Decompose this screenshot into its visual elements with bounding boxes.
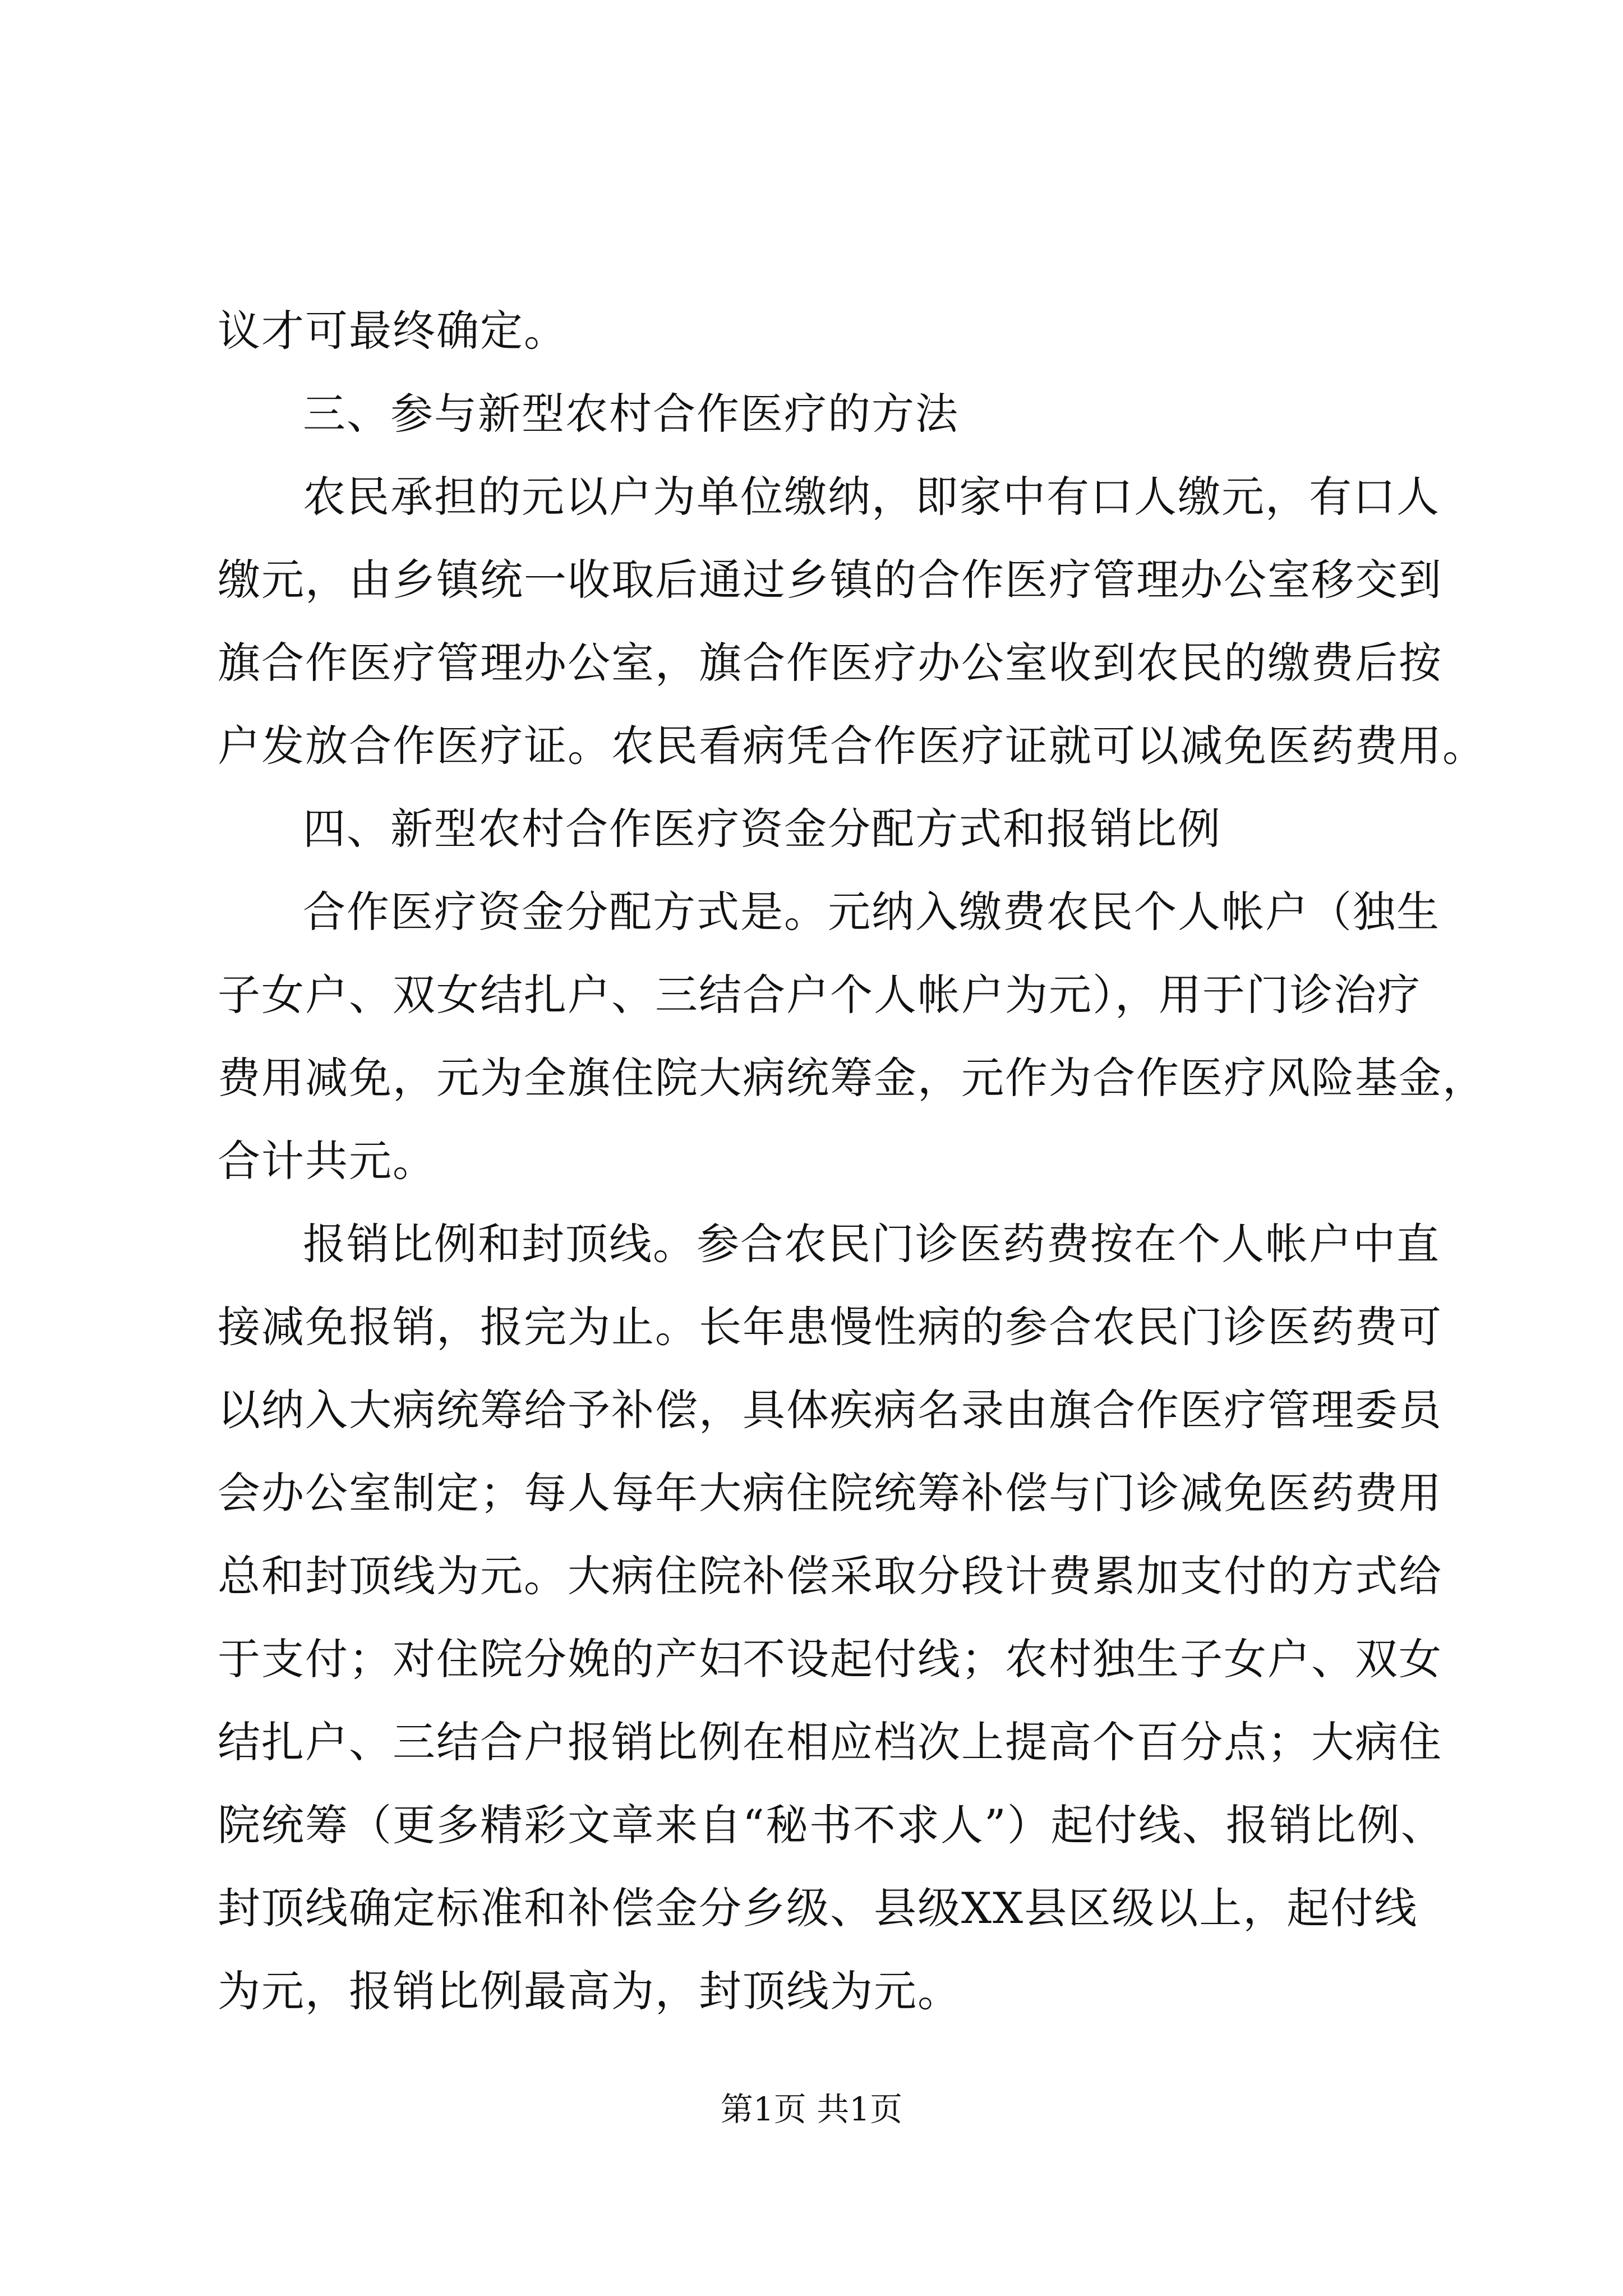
section-heading-4: 四、新型农村合作医疗资金分配方式和报销比例 [303, 804, 1221, 854]
page-number-footer: 第1页 共1页 [720, 2090, 903, 2128]
text-line: 封顶线确定标准和补偿金分乡级、县级XX县区级以上，起付线 [218, 1883, 1418, 1933]
text-line: 总和封顶线为元。大病住院补偿采取分段计费累加支付的方式给 [218, 1551, 1442, 1601]
text-line: 旗合作医疗管理办公室，旗合作医疗办公室收到农民的缴费后按 [218, 638, 1442, 688]
text-line: 为元，报销比例最高为，封顶线为元。 [218, 1966, 961, 2016]
text-line: 农民承担的元以户为单位缴纳，即家中有口人缴元，有口人 [303, 472, 1440, 522]
text-line: 于支付；对住院分娩的产妇不设起付线；农村独生子女户、双女 [218, 1634, 1442, 1684]
text-line: 议才可最终确定。 [218, 306, 568, 356]
text-line: 报销比例和封顶线。参合农民门诊医药费按在个人帐户中直 [303, 1219, 1440, 1269]
text-line: 接减免报销，报完为止。长年患慢性病的参合农民门诊医药费可 [218, 1302, 1442, 1352]
text-line: 以纳入大病统筹给予补偿，具体疾病名录由旗合作医疗管理委员 [218, 1385, 1442, 1435]
text-line: 子女户、双女结扎户、三结合户个人帐户为元），用于门诊治疗 [218, 970, 1421, 1020]
text-line: 费用减免，元为全旗住院大病统筹金，元作为合作医疗风险基金， [218, 1053, 1486, 1103]
text-line: 合作医疗资金分配方式是。元纳入缴费农民个人帐户（独生 [303, 887, 1440, 937]
text-line: 院统筹（更多精彩文章来自“秘书不求人”）起付线、报销比例、 [218, 1800, 1445, 1850]
text-line: 户发放合作医疗证。农民看病凭合作医疗证就可以减免医药费用。 [218, 721, 1486, 771]
text-line: 合计共元。 [218, 1136, 436, 1186]
text-line: 结扎户、三结合户报销比例在相应档次上提高个百分点；大病住 [218, 1717, 1442, 1767]
section-heading-3: 三、参与新型农村合作医疗的方法 [303, 389, 959, 439]
text-line: 缴元，由乡镇统一收取后通过乡镇的合作医疗管理办公室移交到 [218, 555, 1442, 605]
text-line: 会办公室制定；每人每年大病住院统筹补偿与门诊减免医药费用 [218, 1468, 1442, 1518]
